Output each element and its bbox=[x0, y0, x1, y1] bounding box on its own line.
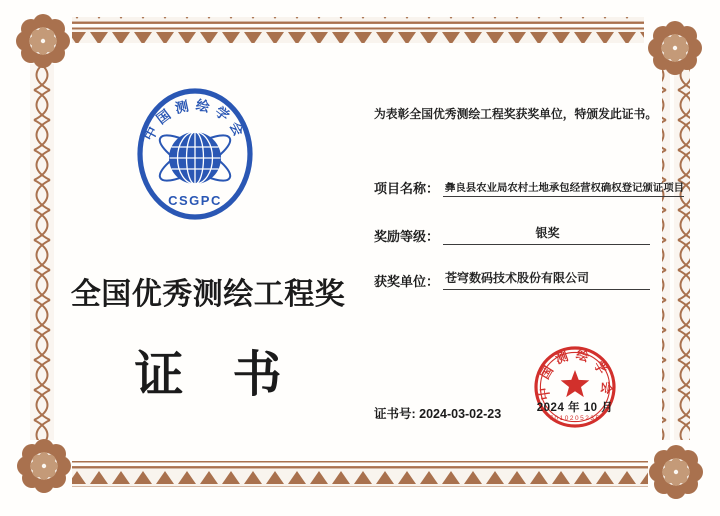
corner-rosette-top-left bbox=[16, 14, 70, 68]
corner-rosette-top-right bbox=[648, 21, 702, 75]
certificate-word: 证 书 bbox=[134, 348, 282, 402]
award-title: 全国优秀测绘工程奖 bbox=[70, 278, 346, 311]
seal-society-name-arc: 中国测绘学会 bbox=[536, 347, 614, 401]
logo-society-name-arc: 中国测绘学会 bbox=[141, 97, 249, 144]
top-border-band bbox=[72, 17, 644, 43]
award-grade-label: 奖励等级： bbox=[374, 228, 440, 244]
logo-acronym: CSGPC bbox=[168, 193, 222, 208]
field-row-award-grade bbox=[374, 224, 650, 245]
project-name-label: 项目名称： bbox=[374, 181, 440, 196]
seal-date: 2024 年 10 月 bbox=[536, 402, 614, 414]
awarded-unit-value: 苍穹数码技术股份有限公司 bbox=[443, 269, 650, 290]
award-grade-value: 银奖 bbox=[443, 224, 650, 245]
corner-rosette-bottom-left bbox=[17, 439, 71, 493]
corner-rosette-bottom-right bbox=[649, 445, 703, 499]
bottom-border-band bbox=[72, 461, 648, 487]
seal-serial: 7010205235 bbox=[549, 415, 601, 422]
seal-star-icon bbox=[561, 370, 590, 397]
csgpc-logo bbox=[135, 84, 255, 224]
field-row-awarded-unit bbox=[374, 269, 650, 290]
right-border-chain bbox=[662, 64, 690, 440]
project-name-value: 彝良县农业局农村土地承包经营权确权登记颁证项目 bbox=[443, 179, 684, 198]
cert-number-label: 证书号: bbox=[374, 407, 420, 421]
cert-number bbox=[374, 404, 501, 422]
field-row-project-name bbox=[374, 178, 684, 197]
cert-number-value: 2024-03-02-23 bbox=[419, 407, 502, 421]
awarded-unit-label: 获奖单位： bbox=[374, 273, 440, 289]
left-border-chain bbox=[29, 64, 57, 440]
intro-text: 为表彰全国优秀测绘工程奖获奖单位，特颁发此证书。 bbox=[374, 107, 658, 121]
